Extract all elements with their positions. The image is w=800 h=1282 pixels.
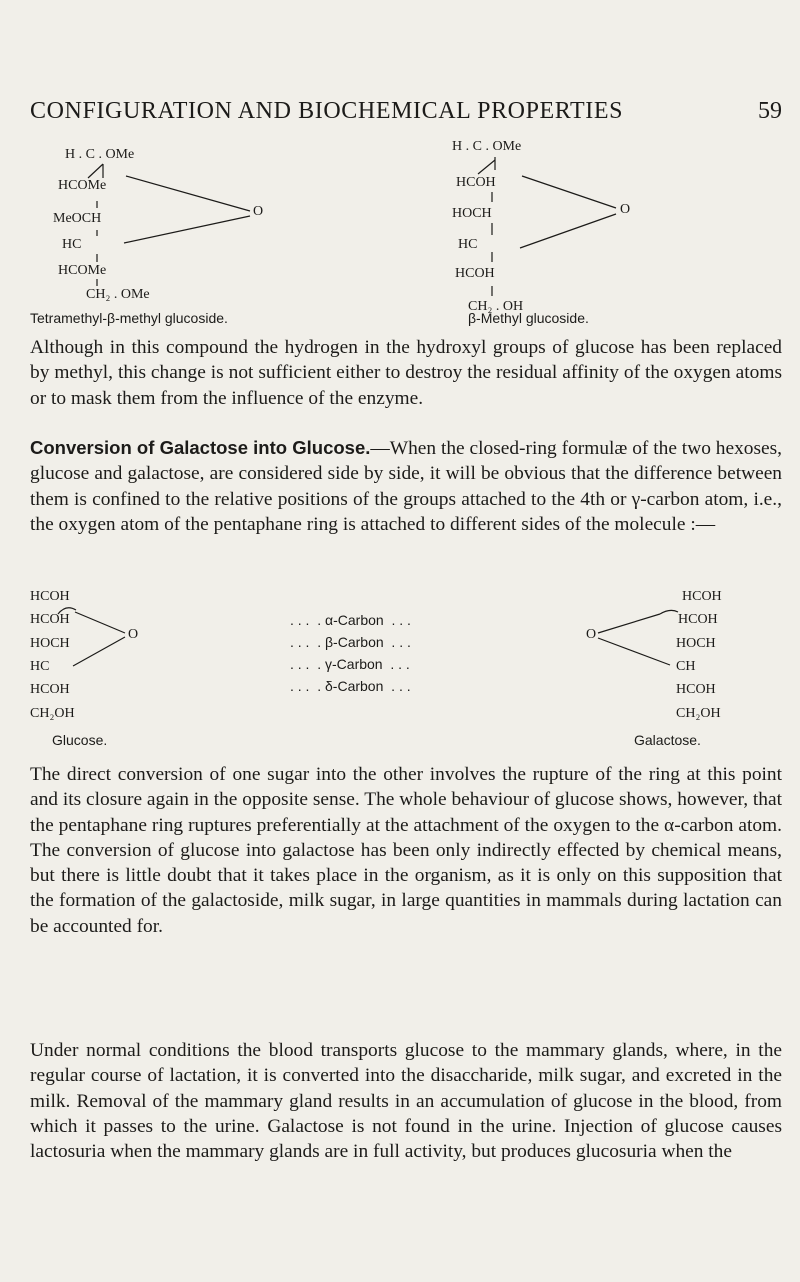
- paragraph-3: [30, 762, 782, 939]
- tetramethyl-glucoside-formula: [50, 148, 280, 308]
- paragraph-1: [30, 335, 782, 411]
- glucose-ring-o: O: [128, 627, 139, 642]
- glucose-row-1: HCOH: [30, 589, 70, 604]
- galactose-row-6: CH₂OH: [676, 706, 721, 721]
- paragraph-2-body: —When the closed-ring formulæ of the two hexoses, glucose and galactose, are considered side by side, it will be obvious that the difference between them is confined to the relative positions of the groups attached to the 4th or γ-carbon atom, i.e., the oxygen atom of the pentaphane ring is attached to different sides of the molecule :—: [30, 438, 783, 535]
- page-number: 59: [758, 98, 782, 124]
- formula-right-r5: CH₂ . OH: [468, 299, 524, 314]
- glucose-row-2: HCOH: [30, 612, 70, 627]
- formula-left-caption: Tetramethyl-β-methyl glucoside.: [30, 310, 228, 326]
- formula-left-r1: HCOMe: [58, 178, 107, 193]
- formula-left-r4: HCOMe: [58, 263, 107, 278]
- methyl-glucoside-formula: [440, 139, 660, 314]
- carbon-alpha: . . . . α-Carbon . . .: [290, 612, 411, 628]
- formula-right-r1: HCOH: [456, 175, 496, 190]
- formula-right-r3: HC: [458, 237, 478, 252]
- formula-left-ring-o: O: [253, 204, 264, 219]
- formula-left-r5: CH₂ . OMe: [86, 287, 150, 302]
- galactose-caption: Galactose.: [634, 732, 701, 748]
- formula-right-caption: β-Methyl glucoside.: [468, 310, 589, 326]
- galactose-row-5: HCOH: [676, 682, 716, 697]
- header-title: CONFIGURATION AND BIOCHEMICAL PROPERTIES: [30, 98, 624, 124]
- glucose-row-4: HC: [30, 659, 50, 674]
- glucose-formula: [30, 590, 230, 750]
- carbon-gamma: . . . . γ-Carbon . . .: [290, 656, 410, 672]
- glucose-row-5: HCOH: [30, 682, 70, 697]
- glucose-row-6: CH₂OH: [30, 706, 75, 721]
- galactose-row-2: HCOH: [678, 612, 718, 627]
- galactose-row-3: HOCH: [676, 636, 716, 651]
- paragraph-2: [30, 435, 782, 537]
- formula-right-r4: HCOH: [455, 266, 495, 281]
- paragraph-4-text: Under normal conditions the blood transports glucose to the mammary glands, where, in the regular course of lactation, it is converted into the disaccharide, milk sugar, and excreted in the milk. Removal of the mammary gland results in an accumulation of glucose in the blood, from which it passes to the urine. Galactose is not found in the urine. Injection of glucose causes lactosuria when the mammary glands are in full activity, but produces glucosuria when the: [30, 1040, 782, 1163]
- section-heading: Conversion of Galactose into Glucose.: [30, 437, 371, 458]
- carbon-beta: . . . . β-Carbon . . .: [290, 634, 411, 650]
- paragraph-1-text: Although in this compound the hydrogen in the hydroxyl groups of glucose has been replaced by methyl, this change is not sufficient either to destroy the residual affinity of the oxygen atoms or to mask them from the influence of the enzyme.: [30, 337, 782, 409]
- paragraph-4: [30, 1038, 782, 1164]
- formula-left-top: H . C . OMe: [65, 147, 135, 162]
- glucose-caption: Glucose.: [52, 732, 108, 748]
- formula-left-r2: MeOCH: [53, 211, 102, 226]
- running-header: [30, 98, 782, 128]
- carbon-labels: [290, 612, 490, 700]
- galactose-ring-o: O: [586, 627, 597, 642]
- formula-right-r2: HOCH: [452, 206, 492, 221]
- formula-right-ring-o: O: [620, 202, 631, 217]
- glucose-row-3: HOCH: [30, 636, 70, 651]
- formula-right-top: H . C . OMe: [452, 139, 522, 154]
- formula-left-r3: HC: [62, 237, 82, 252]
- carbon-delta: . . . . δ-Carbon . . .: [290, 678, 411, 694]
- galactose-row-1: HCOH: [682, 589, 722, 604]
- ring-bonds: [560, 590, 780, 750]
- galactose-formula: [560, 590, 780, 750]
- paragraph-2-text: [30, 435, 782, 537]
- galactose-row-4: CH: [676, 659, 696, 674]
- ring-bonds: [50, 148, 280, 308]
- paragraph-3-text: The direct conversion of one sugar into the other involves the rupture of the ring at this point and its closure again in the opposite sense. The whole behaviour of glucose shows, however, that the pentaphane ring ruptures preferentially at the attachment of the oxygen to the α-carbon atom. The conversion of glucose into galactose has been only indirectly effected by chemical means, but there is little doubt that it takes place in the organism, as it is only on this supposition that the formation of the galactoside, milk sugar, in large quantities in mammals during lactation can be accounted for.: [30, 764, 782, 937]
